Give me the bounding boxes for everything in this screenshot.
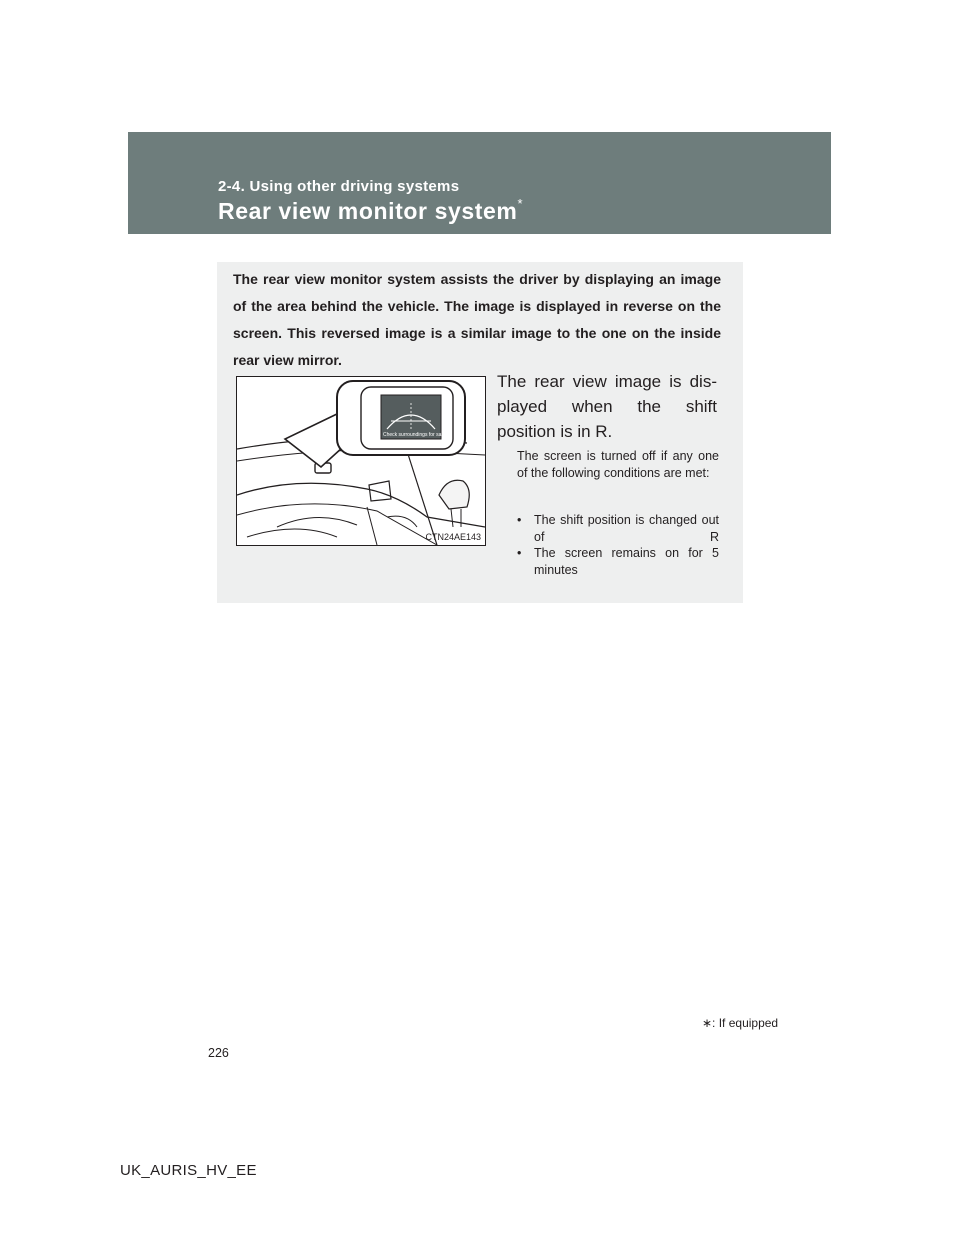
illustration-drawing [237, 377, 485, 545]
bullet-marker: • [517, 546, 522, 560]
condition-list [517, 512, 719, 578]
equipped-marker: * [517, 196, 524, 211]
list-item-text: The screen remains on for 5 minutes [534, 546, 719, 577]
list-item [517, 545, 719, 578]
screen-caption: Check surroundings for safety [383, 432, 450, 438]
list-item-text: The shift position is changed out of R [534, 513, 719, 544]
lead-text: The rear view image is dis-played when the shift position is in R. [497, 372, 717, 441]
bullet-marker: • [517, 513, 522, 527]
figure-code: CTN24AE143 [425, 532, 481, 542]
page-title-text: Rear view monitor system [218, 198, 518, 224]
intro-paragraph: The rear view monitor system assists the driver by displaying an image of the area behind the vehicle. The image is displayed in reverse on the screen. This reversed image is a similar image to the one on the inside rear view mirror. [233, 271, 721, 368]
rear-view-monitor-illustration [236, 376, 486, 546]
page-title [218, 198, 523, 225]
list-item [517, 512, 719, 545]
section-title: 2-4. Using other driving systems [218, 178, 460, 195]
footnote: ∗: If equipped [702, 1016, 779, 1030]
document-code: UK_AURIS_HV_EE [120, 1162, 257, 1179]
page-number: 226 [208, 1046, 229, 1060]
note-text: The screen is turned off if any one of the following conditions are met: [517, 449, 719, 480]
